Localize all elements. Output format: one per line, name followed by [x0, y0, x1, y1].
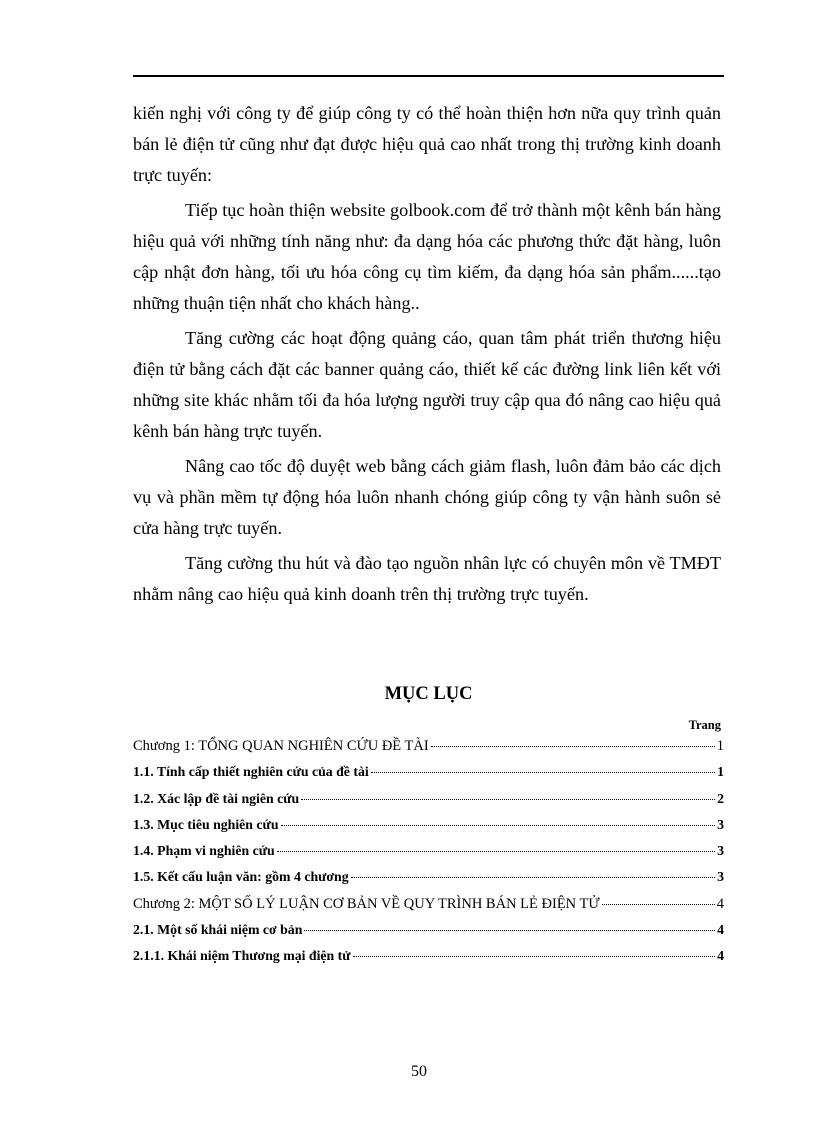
toc-leader-dots	[431, 746, 715, 747]
toc-leader-dots	[304, 930, 715, 931]
toc-entry-page: 4	[717, 922, 724, 938]
toc-leader-dots	[281, 825, 716, 826]
paragraph-1: kiến nghị với công ty để giúp công ty có thể hoàn thiện hơn nữa quy trình quản bán lẻ điện tử cũng như đạt được hiệu quả cao nhất trong thị trường kinh doanh trực tuyến:	[133, 103, 721, 185]
toc-entry-page: 2	[717, 790, 724, 806]
toc-entry-text: Chương 2: MỘT SỐ LÝ LUẬN CƠ BẢN VỀ QUY TRÌNH BÁN LẺ ĐIỆN TỬ	[133, 895, 600, 912]
toc-leader-dots	[371, 772, 715, 773]
toc-entry[interactable]	[133, 869, 724, 895]
toc-entry[interactable]	[133, 817, 724, 843]
toc-leader-dots	[301, 799, 715, 800]
header-rule	[133, 75, 724, 77]
table-of-contents	[133, 738, 724, 975]
toc-entry-page: 3	[717, 843, 724, 859]
toc-entry-text: 1.4. Phạm vi nghiên cứu	[133, 843, 275, 859]
toc-entry-page: 3	[717, 816, 724, 832]
paragraph-5: Tăng cường thu hút và đào tạo nguồn nhân lực có chuyên môn về TMĐT nhằm nâng cao hiệu quả kinh doanh trên thị trường trực tuyến.	[133, 553, 721, 604]
toc-entry-page: 1	[717, 764, 724, 780]
paragraph-2: Tiếp tục hoàn thiện website golbook.com để trở thành một kênh bán hàng hiệu quả với những tính năng như: đa dạng hóa các phương thức đặt hàng, luôn cập nhật đơn hàng, tối ưu hóa công cụ tìm kiếm, đa dạng hóa sản phẩm......tạo những thuận tiện nhất cho khách hàng..	[133, 200, 721, 313]
toc-entry-page: 4	[717, 948, 724, 964]
toc-entry-text: Chương 1: TỔNG QUAN NGHIÊN CỨU ĐỀ TÀI	[133, 738, 429, 754]
toc-entry[interactable]	[133, 738, 724, 764]
toc-entry[interactable]	[133, 896, 724, 922]
toc-entry-text: 2.1. Một số khái niệm cơ bản	[133, 922, 303, 938]
toc-entry-text: 1.1. Tính cấp thiết nghiên cứu của đề tài	[133, 764, 369, 780]
toc-entry-page: 3	[717, 869, 724, 885]
toc-leader-dots	[351, 877, 715, 878]
toc-leader-dots	[277, 851, 715, 852]
toc-entry-text: 2.1.1. Khái niệm Thương mại điện tử	[133, 948, 351, 964]
paragraph-4: Nâng cao tốc độ duyệt web bằng cách giảm flash, luôn đảm bảo các dịch vụ và phần mềm tự động hóa luôn nhanh chóng giúp công ty vận hành suôn sẻ cửa hàng trực tuyến.	[133, 456, 721, 538]
page-number: 50	[411, 1063, 427, 1080]
toc-entry[interactable]	[133, 843, 724, 869]
toc-entry-text: 1.2. Xác lập đề tài ngiên cứu	[133, 790, 300, 806]
toc-title: MỤC LỤC	[384, 684, 473, 704]
toc-entry[interactable]	[133, 791, 724, 817]
toc-entry-text: 1.3. Mục tiêu nghiên cứu	[133, 816, 279, 832]
toc-entry[interactable]	[133, 948, 724, 974]
toc-leader-dots	[353, 956, 716, 957]
toc-entry-page: 4	[716, 895, 724, 912]
body-text	[133, 98, 721, 614]
toc-entry-text: 1.5. Kết cấu luận văn: gồm 4 chương	[133, 869, 349, 885]
toc-page-header: Trang	[688, 718, 721, 732]
toc-leader-dots	[602, 904, 715, 905]
paragraph-3: Tăng cường các hoạt động quảng cáo, quan tâm phát triển thương hiệu điện tử bằng cách đặt các banner quảng cáo, thiết kế các đường link liên kết với những site khác nhằm tối đa hóa lượng người truy cập qua đó nâng cao hiệu quả kênh bán hàng trực tuyến.	[133, 328, 721, 441]
toc-entry[interactable]	[133, 922, 724, 948]
toc-entry[interactable]	[133, 764, 724, 790]
toc-entry-page: 1	[716, 738, 724, 754]
